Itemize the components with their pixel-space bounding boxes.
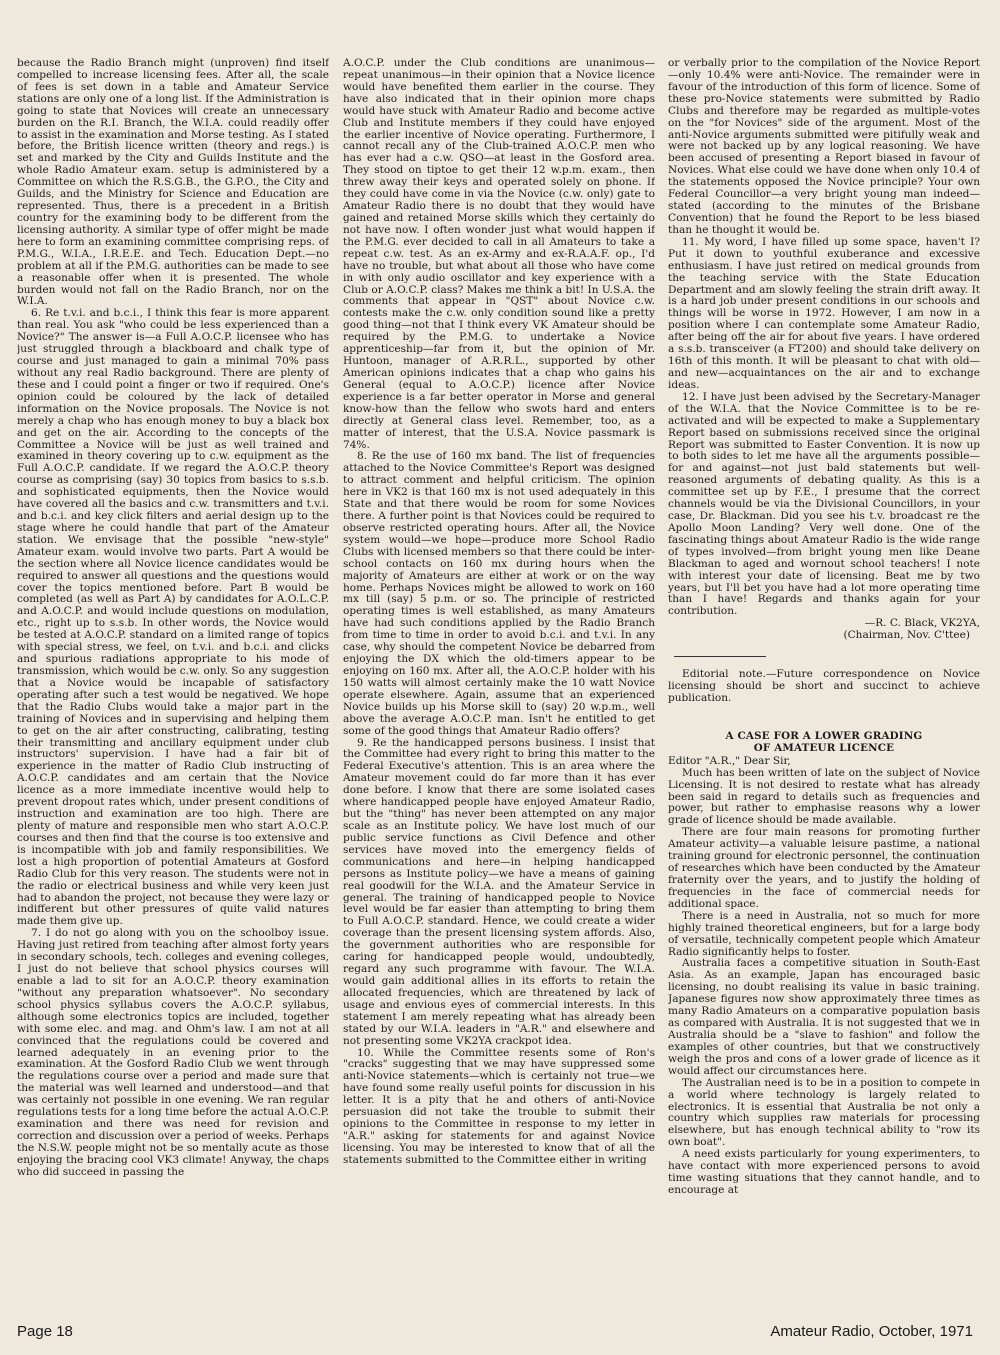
signature-title: (Chairman, Nov. C'ttee) (843, 629, 970, 642)
paragraph: because the Radio Branch might (unproven) find itself compelled to increase licensing fees. After all, the scale of fees is set down in a table and Amateur Service stations are only one of a long list. If the Administration is going to state that Novices will create an unnecessary burden on the R.I. Branch, the W.I.A. could readily offer to assist in the examination and Morse testing. As I stated before, the British licence written (theory and regs.) is set and marked by the City and Guilds Institute and the whole Radio Amateur exam. setup is administered by a Committee on which the R.S.G.B., the G.P.O., the City and Guilds, and the Ministry for Science and Education are represented. Thus, there is a precedent in a British country for the examining body to be different from the licensing authority. A similar type of offer might be made here to form an examining committee comprising reps. of P.M.G., W.I.A., I.R.E.E. and Tech. Education Dept.—no problem at all if the P.M.G. authorities can be made to see a reasonable offer when it is presented. The whole burden would not fall on the Radio Branch, nor on the W.I.A. (17, 58, 329, 308)
editorial-note: Editorial note.—Future correspondence on Novice licensing should be short and succinct to achieve publication. (668, 668, 980, 705)
paragraph: A need exists particularly for young experimenters, to have contact with more experienced persons to avoid time wasting situations that they cannot handle, and to encourage at (668, 1148, 980, 1196)
divider (674, 656, 766, 657)
paragraph: or verbally prior to the compilation of the Novice Report—only 10.4% were anti-Novice. The remainder were in favour of the introduction of this form of licence. Some of these pro-Novice statements were submitted by Radio Clubs and therefore may be regarded as multiple-votes on the "for Novices" side of the argument. Most of the anti-Novice arguments submitted were pitifully weak and were not backed up by any logical reasoning. We have been accused of presenting a Report biased in favour of Novices. What else could we have done when only 10.4 of the statements opposed the Novice principle? Your own Federal Councillor—a very bright young man indeed—stated (according to the minutes of the Brisbane Convention) that he found the Report to be less biased than he thought it would be. (668, 58, 980, 236)
paragraph: A.O.C.P. under the Club conditions are unanimous—repeat unanimous—in their opinion that a Novice licence would have benefited them earlier in the course. They have also indicated that in their opinion more chaps would have stuck with Amateur Radio and become active Club and Institute members if they could have enjoyed the earlier incentive of Novice operating. Furthermore, I cannot recall any of the Club-trained A.O.C.P. men who has ever had a c.w. QSO—at least in the Gosford area. They stood on tiptoe to get their 12 w.p.m. exam., then threw away their keys and operated solely on phone. If they could have come in via the Novice (c.w. only) gate to Amateur Radio there is no doubt that they would have gained and retained Morse skills which they certainly do not have now. I often wonder just what would happen if the P.M.G. ever decided to call in all Amateurs to take a repeat c.w. test. As an ex-Army and ex-R.A.A.F. op., I'd have no trouble, but what about all those who have come in with only audio oscillator and key experience with a Club or A.O.C.P. class? Makes me think a bit! In U.S.A. the comments that appear in "QST" about Novice c.w. contests make the c.w. only condition sound like a pretty good thing—not that I think every VK Amateur should be required by the P.M.G. to undertake a Novice apprenticeship—far from it, but the opinion of Mr. Huntoon, manager of A.R.R.L., supported by other American opinions indicates that a chap who gains his General (equal to A.O.C.P.) licence after Novice experience is a far better operator in Morse and general know-how than the fellow who swots hard and enters directly at General class level. Remember, too, as a matter of interest, that the U.S.A. Novice passmark is 74%. (343, 58, 655, 451)
paragraph: 11. My word, I have filled up some space, haven't I? Put it down to youthful exuberance and excessive enthusiasm. I have just retired on medical grounds from the teaching service with the State Education Department and am slowly feeling the strain drift away. It is a hard job under present conditions in our schools and things will be worse in 1972. However, I am now in a position where I can contemplate some Amateur Radio, after being off the air for about five years. I have ordered a s.s.b. transceiver (a FT200) and should take delivery on 16th of this month. It will be pleasant to chat with old—and new—acquaintances on the air and to exchange ideas. (668, 235, 980, 391)
publication-footer: Amateur Radio, October, 1971 (770, 1323, 973, 1340)
paragraph: 10. While the Committee resents some of Ron's "cracks" suggesting that we may have suppressed some anti-Novice statements—which is certainly not true—we have found some really useful points for discussion in his letter. It is a pity that he and others of anti-Novice persuasion did not take the trouble to submit their opinions to the Committee in response to my letter in "A.R." asking for statements for and against Novice licensing. You may be interested to know that of all the statements submitted to the Committee either in writing (343, 1046, 655, 1166)
paragraph: 9. Re the handicapped persons business. I insist that the Committee had every right to bring this matter to the Federal Executive's attention. This is an area where the Amateur movement could do far more than it has ever done before. I know that there are some isolated cases where handicapped people have enjoyed Amateur Radio, but the "thing" has never been attempted on any major scale as an Institute policy. We have lost much of our public service functions as Civil Defence and other services have moved into the emergency fields of communications and here—in helping handicapped persons as Institute policy—we have a means of gaining real goodwill for the W.I.A. and the Amateur Service in general. The training of handicapped people to Novice level would be far easier than attempting to bring them to Full A.O.C.P. standard. Hence, we could create a wider coverage than the present licensing system affords. Also, the government authorities who are responsible for caring for handicapped people would, undoubtedly, regard any such programme with favour. The W.I.A. would gain additional allies in its efforts to retain the allocated frequencies, which are threatened by lack of usage and envious eyes of commercial interests. In this statement I am merely repeating what has already been stated by our W.I.A. leaders in "A.R." and elsewhere and not presenting some VK2YA crackpot idea. (343, 736, 655, 1047)
page-number: Page 18 (17, 1323, 73, 1340)
paragraph: The Australian need is to be in a position to compete in a world where technology is largely related to electronics. It is essential that Australia be not only a country which supplies raw materials for processing elsewhere, but has enough technical ability to "row its own boat". (668, 1076, 980, 1149)
paragraph: There are four main reasons for promoting further Amateur activity—a valuable leisure pastime, a national training ground for electronic personnel, the continuation of researches which have been conducted by the Amateur fraternity over the years, and to justify the holding of frequencies in the face of commercial needs for additional space. (668, 826, 980, 910)
paragraph: 7. I do not go along with you on the schoolboy issue. Having just retired from teaching after almost forty years in secondary schools, tech. colleges and evening colleges, I just do not believe that school physics courses will enable a lad to sit for an A.O.C.P. theory examination "without any preparation whatsoever". No secondary school physics syllabus covers the A.O.C.P. syllabus, although some electronics topics are included, together with some elec. and mag. and Ohm's law. I am not at all convinced that the regulations could be covered and learned adequately in an evening prior to the examination. At the Gosford Radio Club we went through the regulations course over a period and made sure that the material was well learned and understood—and that was certainly not possible in one evening. We ran regular regulations tests for a long time before the actual A.O.C.P. examination and there was need for revision and correction and discussion over a period of weeks. Perhaps the N.S.W. people might not be so mentally acute as those enjoying the bracing cool VK3 climate! Anyway, the chaps who did succeed in passing the (17, 927, 329, 1178)
text-column-3 (668, 58, 980, 1296)
paragraph: There is a need in Australia, not so much for more highly trained theoretical engineers, but for a large body of versatile, technically competent people which Amateur Radio significantly helps to foster. (668, 909, 980, 958)
paragraph: 12. I have just been advised by the Secretary-Manager of the W.I.A. that the Novice Committee is to be re-activated and will be expected to make a Supplementary Report based on submissions received since the original Report was submitted to Easter Convention. It is now up to both sides to let me have all the arguments possible—for and against—not just bald statements but well-reasoned arguments of debating quality. As this is a committee set up by F.E., I presume that the correct channels would be via the Divisional Councillors, in your case, Dr. Blackman. Did you see his t.v. broadcast re the Apollo Moon Landing? Very well done. One of the fascinating things about Amateur Radio is the wide range of types involved—from bright young men like Deane Blackman to aged and wornout school teachers! I note with interest your date of licensing. Beat me by two years, but I'll bet you have had a lot more operating time than I have! Regards and thanks again for your contribution. (668, 390, 980, 618)
heading-line-2: OF AMATEUR LICENCE (753, 741, 895, 754)
paragraph: 6. Re t.v.i. and b.c.i., I think this fear is more apparent than real. You ask "who could be less experienced than a Novice?" The answer is—a Full A.O.C.P. licensee who has just struggled through a blackboard and chalk type of course and just managed to gain a minimal 70% pass without any real Radio background. There are plenty of these and I could point a finger or two if required. One's opinion could be coloured by the lack of detailed information on the Novice proposals. The Novice is not merely a chap who has enough money to buy a black box and get on the air. According to the concepts of the Committee a Novice will be just as well trained and examined in theory covering up to c.w. equipment as the Full A.O.C.P. candidate. If we regard the A.O.C.P. theory course as comprising (say) 30 topics from basics to s.s.b. and sophisticated equipments, then the Novice would have covered all the basics and c.w. transmitters and t.v.i. and b.c.i. and key click filters and aerial design up to the stage where he could handle that part of the Amateur station. We envisage that the possible "new-style" Amateur exam. would involve two parts. Part A would be the section where all Novice licence candidates would be required to answer all questions and the questions would cover the topics mentioned before. Part B would be completed (as well as Part A) by candidates for A.O.L.C.P. and A.O.C.P. and would include questions on modulation, etc., right up to s.s.b. In other words, the Novice would be tested at A.O.C.P. standard on a limited range of topics with special stress, we feel, on t.v.i. and b.c.i. and clicks and spurious radiations appropriate to his mode of transmission, which would be c.w. only. So any suggestion that a Novice would be incapable of satisfactory operating after such a test would be negatived. We hope that the Radio Clubs would take a major part in the training of Novices and in supervising and helping them to get on the air after constructing, calibrating, testing their transmitting and ancillary equipment under club instructors' supervision. I have had a fair bit of experience in the matter of Radio Club instructing of A.O.C.P. candidates and am certain that the Novice licence as a more immediate incentive would help to prevent dropout rates which, under present conditions of instruction and examination are too high. There are plenty of mature and responsible men who start A.O.C.P. courses and then find that the course is too extensive and is incompatible with job and family responsibilities. We lost a high proportion of potential Amateurs at Gosford Radio Club for this very reason. The students were not in the radio or electrical business and while very keen just had to abandon the project, not because they were lazy or indifferent but other pressures of quite valid natures made them give up. (17, 307, 329, 928)
heading-line-1: A CASE FOR A LOWER GRADING (725, 729, 923, 742)
signature-name: —R. C. Black, VK2YA, (864, 617, 980, 630)
text-column-2 (343, 58, 655, 1296)
paragraph: Much has been written of late on the subject of Novice Licensing. It is not desired to restate what has already been said in regard to details such as frequencies and power, but rather to emphasise reasons why a lower grade of licence should be made available. (668, 766, 980, 827)
paragraph: Australia faces a competitive situation in South-East Asia. As an example, Japan has encouraged basic licensing, no doubt realising its value in basic training. Japanese figures now show approximately three times as many Radio Amateurs on a comparative population basis as compared with Australia. It is not suggested that we in Australia should be a "slave to fashion" and follow the examples of other countries, but that we constructively weigh the pros and cons of a lower grade of licence as it would affect our circumstances here. (668, 957, 980, 1077)
text-column-1 (17, 58, 329, 1296)
paragraph: 8. Re the use of 160 mx band. The list of frequencies attached to the Novice Committee's Report was designed to attract comment and helpful criticism. The opinion here in VK2 is that 160 mx is not used adequately in this State and that there would be room for some Novices there. A further point is that Novices could be required to observe restricted operating hours. After all, the Novice system would—we hope—produce more School Radio Clubs with licensed members so that there could be inter-school contacts on 160 mx during hours when the majority of Amateurs are either at work or on the way home. Perhaps Novices might be allowed to work on 160 mx till (say) 5 p.m. or so. The principle of restricted operating times is well established, as many Amateurs have had such conditions applied by the Radio Branch from time to time in order to avoid b.c.i. and t.v.i. In any case, why should the competent Novice be debarred from enjoying the DX which the old-timers appear to be enjoying on 160 mx. After all, the A.O.C.P. holder with his 150 watts will almost certainly make the 10 watt Novice operate elsewhere. Again, assume that an experienced Novice builds up his Morse skill to (say) 20 w.p.m., well above the average A.O.C.P. man. Isn't he entitled to get some of the good things that Amateur Radio offers? (343, 450, 655, 737)
article-heading (668, 731, 980, 755)
salutation: Editor "A.R.," Dear Sir, (668, 754, 791, 767)
